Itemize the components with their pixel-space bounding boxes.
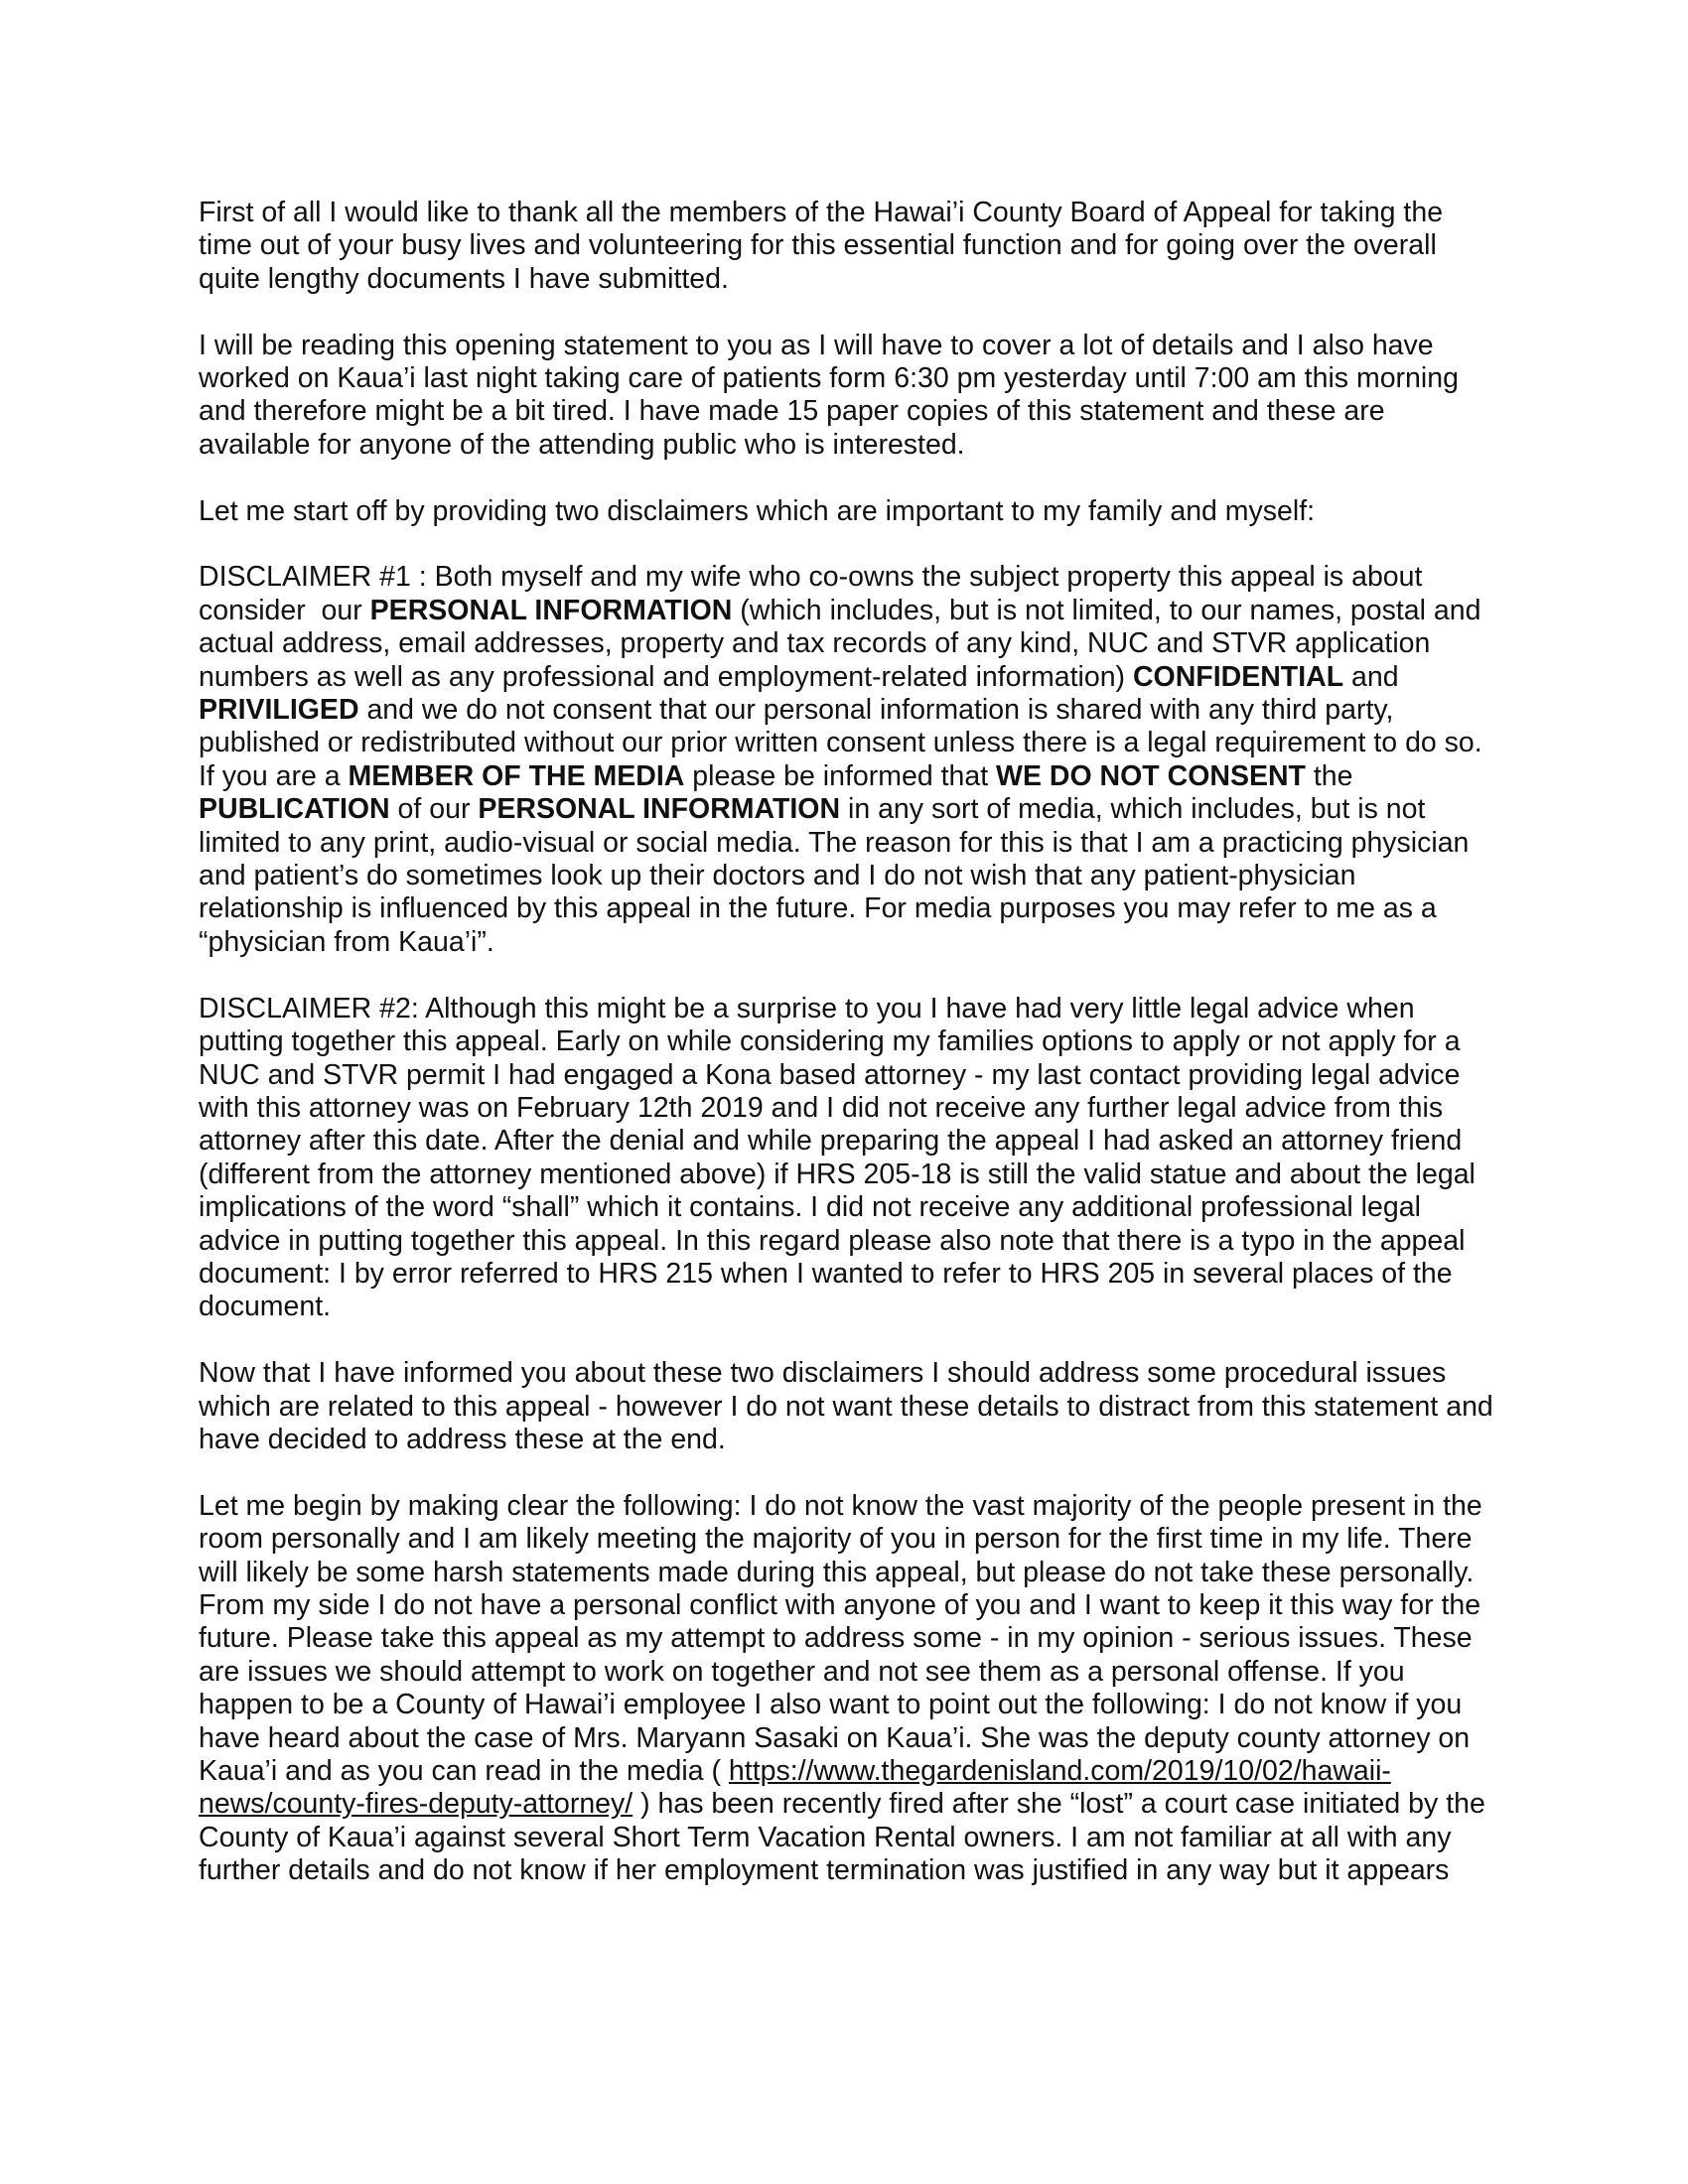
body-text: DISCLAIMER #2: Although this might be a surprise to you I have had very little legal advice when putting together this appeal. Early on while considering my families options to apply or not apply for a NUC and STVR permit I had engaged a Kona based attorney - my last contact providing legal advice with this attorney was on February 12th 2019 and I did not receive any further legal advice from this attorney after this date. After the denial and while preparing the appeal I had asked an attorney friend (different from the attorney mentioned above) if HRS 205-18 is still the valid statue and about the legal implications of the word “shall” which it contains. I did not receive any additional professional legal advice in putting together this appeal. In this regard please also note that there is a typo in the appeal document: I by error referred to HRS 215 when I wanted to refer to HRS 205 in several places of the document. [199,992,1483,1323]
body-text: (which includes, but is not limited, to our names, postal and actual address, email addresses, property and tax records of any kind, NUC and STVR application numbers as well as any professional and employment-related information) [199,594,1489,693]
paragraph [199,330,1499,463]
emphasized-text: PUBLICATION [199,793,390,826]
body-text: Now that I have informed you about these two disclaimers I should address some procedural issues which are related to this appeal - however I do not want these details to distract from this statement and have decided to address these at the end. [199,1357,1501,1455]
body-text: First of all I would like to thank all the members of the Hawai’i County Board of Appeal for taking the time out of your busy lives and volunteering for this essential function and for going over the overall quite lengthy documents I have submitted. [199,197,1451,295]
paragraph [199,1357,1499,1456]
emphasized-text: PERSONAL INFORMATION [369,594,733,626]
emphasized-text: MEMBER OF THE MEDIA [348,759,685,792]
emphasized-text: PRIVILIGED [199,694,359,727]
body-text: Let me begin by making clear the following: I do not know the vast majority of the people present in the room personally and I am likely meeting the majority of you in person for the first time in my life. There will likely be some harsh statements made during this appeal, but please do not take these personally. From my side I do not have a personal conflict with anyone of you and I want to keep it this way for the future. Please take this appeal as my attempt to address some - in my opinion - serious issues. These are issues we should attempt to work on together and not see them as a personal offense. If you happen to be a County of Hawai’i employee I also want to point out the following: I do not know if you have heard about the case of Mrs. Maryann Sasaki on Kaua’i. She was the deputy county attorney on Kaua’i and as you can read in the media ( [199,1489,1490,1787]
body-text: Let me start off by providing two disclaimers which are important to my family and myself: [199,494,1316,527]
article-link[interactable]: https://www.thegardenisland.com/2019/10/02/hawaii-news/county-fires-deputy-attorney/ [199,1755,1391,1821]
body-text: and [1343,660,1407,693]
paragraph [199,1490,1499,1888]
body-text: the [1305,759,1361,792]
body-text: and we do not consent that our personal information is shared with any third party, published or redistributed without our prior written consent unless there is a legal requirement to do so. If you are a [199,694,1490,792]
emphasized-text: WE DO NOT CONSENT [996,759,1306,792]
emphasized-text: CONFIDENTIAL [1132,660,1344,693]
document-body [199,197,1499,1888]
body-text: I will be reading this opening statement to you as I will have to cover a lot of details and I also have worked on Kaua’i last night taking care of patients form 6:30 pm yesterday until 7:00 am this morning and therefore might be a bit tired. I have made 15 paper copies of this statement and these are available for anyone of the attending public who is interested. [199,329,1467,461]
body-text: please be informed that [684,759,997,792]
emphasized-text: PERSONAL INFORMATION [478,793,841,826]
paragraph [199,561,1499,959]
paragraph [199,197,1499,296]
body-text: DISCLAIMER #1 : Both myself and my wife who co-owns the subject property this appeal is about consider our [199,561,1431,626]
body-text: in any sort of media, which includes, but is not limited to any print, audio-visual or social media. The reason for this is that I am a practicing physician and patient’s do sometimes look up their doctors and I do not wish that any patient-physician relationship is influenced by this appeal in the future. For media purposes you may refer to me as a “physician from Kaua’i”. [199,793,1477,958]
paragraph [199,495,1499,528]
paragraph [199,993,1499,1324]
body-text: ) has been recently fired after she “lost” a court case initiated by the County of Kaua’i against several Short Term Vacation Rental owners. I am not familiar at all with any further details and do not know if her employment termination was justified in any way but it appears [199,1788,1493,1887]
body-text: of our [389,793,479,826]
